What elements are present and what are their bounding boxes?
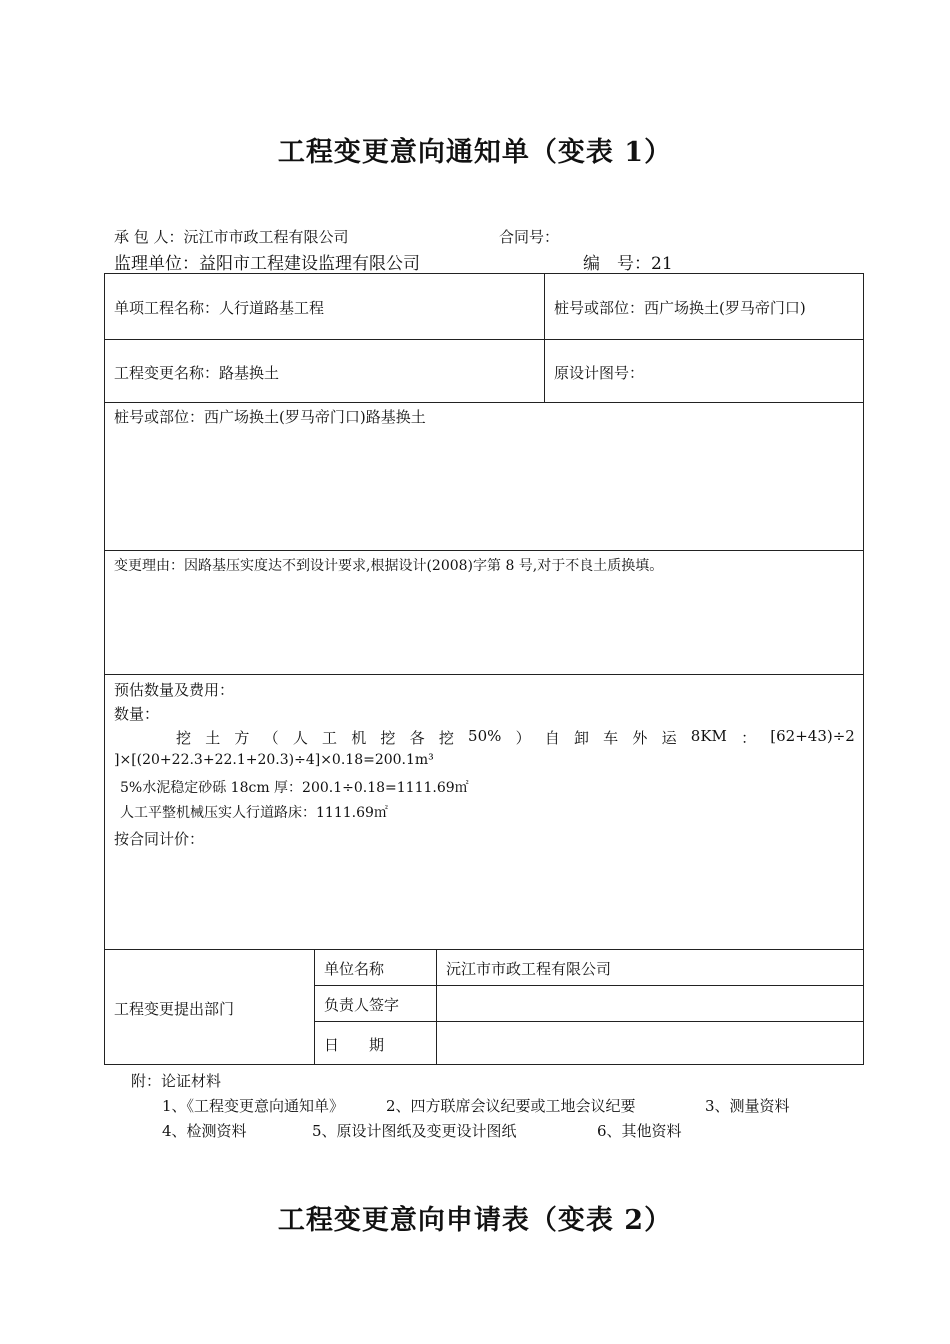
supervisor-value: 益阳市工程建设监理有限公司 <box>199 254 420 274</box>
attachment-item: 1、《工程变更意向通知单》 <box>162 1097 345 1115</box>
supervisor-label: 监理单位： <box>114 254 199 274</box>
serial-value: 21 <box>651 254 673 274</box>
table-rule <box>104 674 864 675</box>
quantity-word: 土 <box>205 729 221 747</box>
quantity-word: 外 <box>632 729 648 747</box>
quantity-word: （ <box>263 729 279 747</box>
contractor-line <box>114 226 349 247</box>
serial-line <box>583 249 673 274</box>
quantity-word: 8KM <box>690 727 727 745</box>
quantity-word: 挖 <box>176 729 192 747</box>
quantity-line-2: ]×[(20+22.3+22.1+20.3)÷4]×0.18=200.1m³ <box>114 752 434 768</box>
quantity-word: 卸 <box>573 729 589 747</box>
table-rule <box>436 949 437 1065</box>
quantity-word: 挖 <box>438 729 454 747</box>
table-rule <box>104 550 864 551</box>
supervisor-line <box>114 249 420 274</box>
contractor-label: 承 包 人： <box>114 228 184 246</box>
contract-number-label: 合同号： <box>499 228 560 246</box>
original-drawing-cell: 原设计图号： <box>554 364 645 382</box>
change-reason-cell: 变更理由：因路基压实度达不到设计要求,根据设计(2008)字第 8 号,对于不良土质换填。 <box>114 558 664 574</box>
quantity-word: [62+43)÷2 <box>770 727 855 745</box>
attachment-item: 6、其他资料 <box>597 1122 682 1140</box>
quantity-word: ： <box>741 729 757 747</box>
quantity-word: ） <box>515 729 531 747</box>
second-document-title: 工程变更意向申请表（变表 2） <box>277 1205 673 1236</box>
quantity-line-4: 人工平整机械压实人行道路床：1111.69㎡ <box>120 805 388 821</box>
price-label: 按合同计价： <box>114 830 205 848</box>
stake-detail-cell: 桩号或部位：西广场换土(罗马帝门口)路基换土 <box>114 408 426 426</box>
unit-name-value: 沅江市市政工程有限公司 <box>446 960 612 978</box>
serial-label: 编 号： <box>583 254 651 274</box>
quantity-word: 运 <box>661 729 677 747</box>
quantity-word: 工 <box>322 729 338 747</box>
document-title: 工程变更意向通知单（变表 1） <box>277 137 673 168</box>
date-label: 日 期 <box>324 1036 385 1054</box>
stake-location-cell: 桩号或部位：西广场换土(罗马帝门口) <box>554 299 806 317</box>
estimate-title: 预估数量及费用： <box>114 681 235 699</box>
quantity-word: 方 <box>234 729 250 747</box>
unit-name-label: 单位名称 <box>324 960 385 978</box>
change-notice-table <box>104 273 864 1065</box>
table-rule <box>314 1021 864 1022</box>
attachment-item: 2、四方联席会议纪要或工地会议纪要 <box>386 1097 636 1115</box>
attachment-item: 4、检测资料 <box>162 1122 247 1140</box>
attachment-item: 3、测量资料 <box>705 1097 790 1115</box>
project-name-cell: 单项工程名称：人行道路基工程 <box>114 299 325 317</box>
quantity-word: 自 <box>544 729 560 747</box>
contractor-value: 沅江市市政工程有限公司 <box>183 228 349 246</box>
table-rule <box>314 949 315 1065</box>
attachment-item: 5、原设计图纸及变更设计图纸 <box>312 1122 517 1140</box>
attachments-label: 附：论证材料 <box>131 1072 222 1090</box>
table-rule <box>544 273 545 403</box>
quantity-word: 各 <box>409 729 425 747</box>
table-rule <box>104 339 864 340</box>
table-rule <box>104 402 864 403</box>
proposer-department-label: 工程变更提出部门 <box>114 1000 235 1018</box>
quantity-word: 机 <box>351 729 367 747</box>
quantity-word: 挖 <box>380 729 396 747</box>
table-rule <box>104 949 864 950</box>
responsible-signature-label: 负责人签字 <box>324 996 400 1014</box>
quantity-word: 50% <box>468 727 502 745</box>
quantity-word: 车 <box>603 729 619 747</box>
quantity-label: 数量： <box>114 705 160 723</box>
quantity-line-3: 5%水泥稳定砂砾 18cm 厚：200.1÷0.18=1111.69㎡ <box>120 780 469 796</box>
table-rule <box>314 985 864 986</box>
quantity-line-1 <box>114 727 855 748</box>
quantity-word: 人 <box>292 729 308 747</box>
change-name-cell: 工程变更名称：路基换土 <box>114 364 280 382</box>
